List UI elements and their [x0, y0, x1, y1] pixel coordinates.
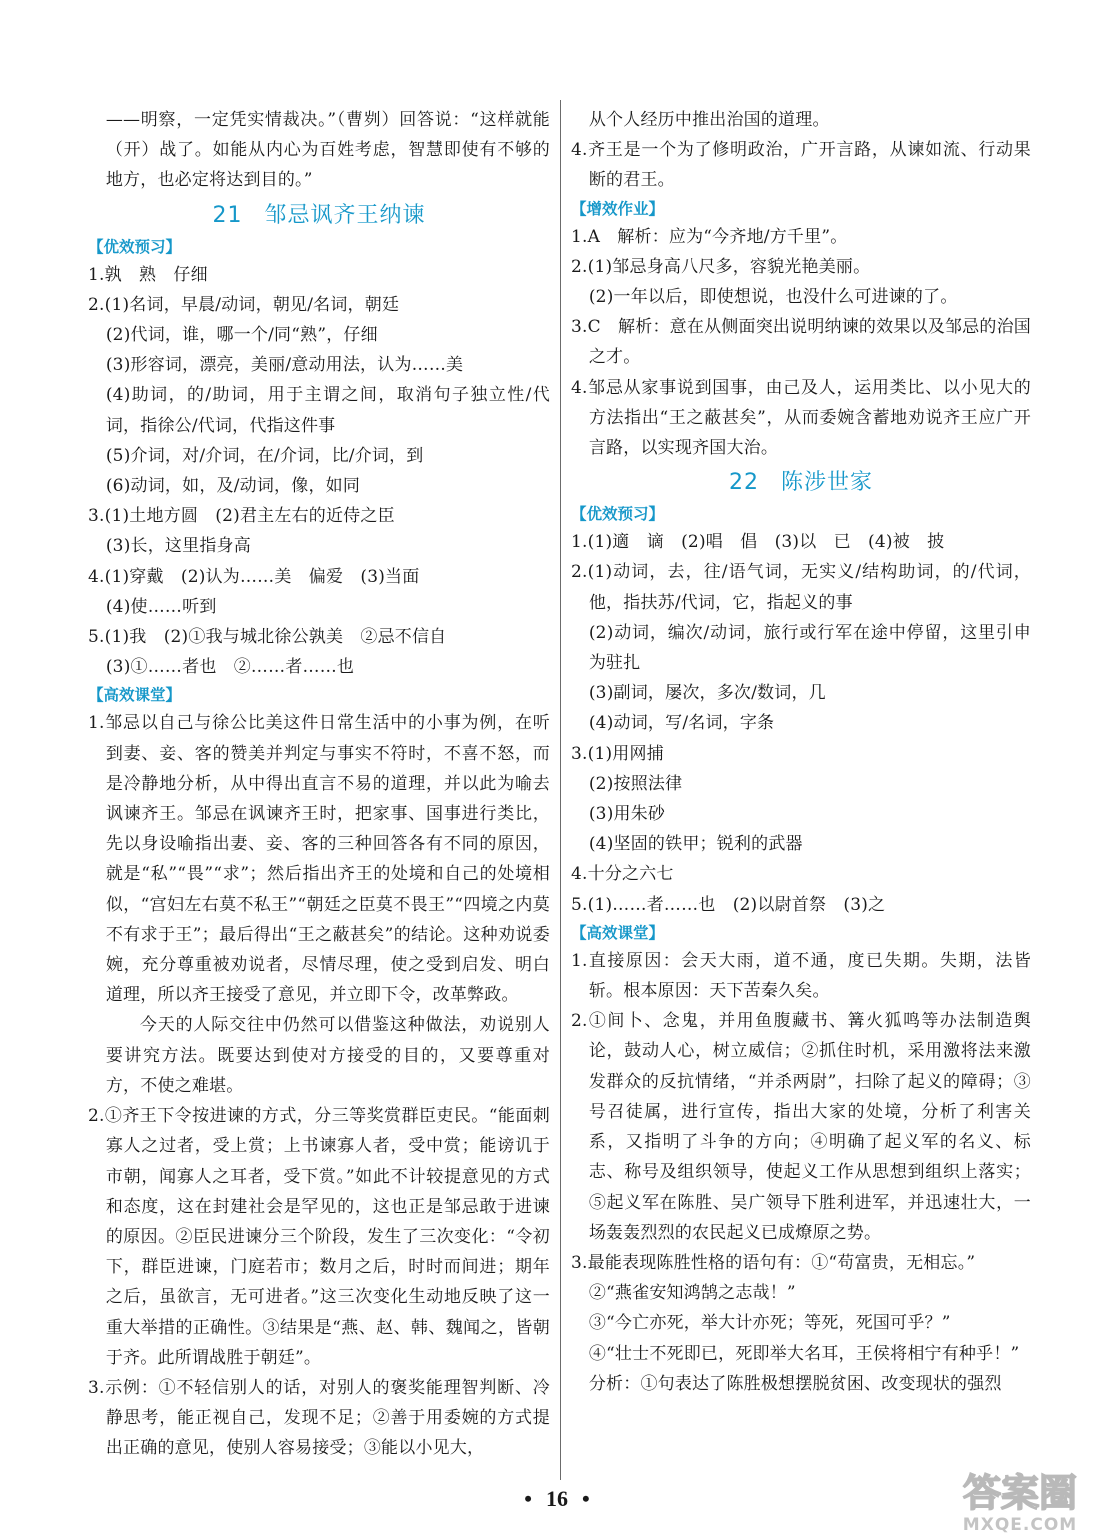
- page-number: • 16 •: [524, 1486, 590, 1511]
- answer-paragraph: 2.(1)动词，去，往/语气词，无实义/结构助词，的/代词，他，指扶苏/代词，它，指起义的事: [571, 562, 1031, 613]
- answer-paragraph: 3.C 解析：意在从侧面突出说明纳谏的效果以及邹忌的治国之才。: [571, 317, 1031, 368]
- answer-paragraph: 今天的人际交往中仍然可以借鉴这种做法，劝说别人要讲究方法。既要达到使对方接受的目的，又要尊重对方，不使之难堪。: [105, 1015, 550, 1096]
- answer-paragraph: 1.A 解析：应为“今齐地/方千里”。: [571, 226, 848, 247]
- answer-paragraph: (2)动词，编次/动词，旅行或行军在途中停留，这里引申为驻扎: [588, 622, 1031, 674]
- answer-paragraph: 2.(1)邹忌身高八尺多，容貌光艳美丽。: [571, 256, 871, 277]
- column-divider: [560, 100, 561, 1480]
- answer-paragraph: 3.最能表现陈胜性格的语句有：①“苟富贵，无相忘。”: [571, 1252, 976, 1273]
- answer-paragraph: 4.邹忌从家事说到国事，由己及人，运用类比、以小见大的方法指出“王之蔽甚矣”，从而委婉含蓄地劝说齐王应广开言路，以实现齐国大治。: [571, 377, 1031, 459]
- answer-paragraph: (4)助词，的/助词，用于主谓之间，取消句子独立性/代词，指徐公/代词，代指这件事: [105, 385, 550, 436]
- answer-paragraph: (3)长，这里指身高: [105, 536, 251, 557]
- answer-paragraph: 2.①齐王下令按进谏的方式，分三等奖赏群臣吏民。“能面刺寡人之过者，受上赏；上书谏寡人者，受中赏；能谤讥于市朝，闻寡人之耳者，受下赏。”如此不计较提意见的方式和态度，这在封建社会是罕见的，这也正是邹忌敢于进谏的原因。②臣民进谏分三个阶段，发生了三次变化：“令初下，群臣进谏，门庭若市；数月之后，时时而间进；期年之后，虽欲言，无可进者。”这三次变化生动地反映了这一重大举措的正确性。③结果是“燕、赵、韩、魏闻之，皆朝于齐。此所谓战胜于朝廷”。: [88, 1106, 550, 1368]
- answer-paragraph: 5.(1)我 (2)①我与城北徐公孰美 ②忌不信自: [88, 627, 447, 648]
- answer-paragraph: (2)一年以后，即使想说，也没什么可进谏的了。: [588, 287, 958, 308]
- watermark-main-text: 答案圈: [962, 1471, 1078, 1515]
- section-number: 21: [212, 202, 243, 228]
- answer-paragraph: 1.(1)適 谪 (2)唱 倡 (3)以 已 (4)被 披: [571, 532, 945, 553]
- answer-paragraph: (3)形容词，漂亮，美丽/意动用法，认为……美: [105, 355, 464, 376]
- answer-paragraph: ②“燕雀安知鸿鹄之志哉！”: [588, 1283, 796, 1304]
- section-tag: 【优效预习】: [88, 237, 182, 256]
- answer-paragraph: (3)①……者也 ②……者……也: [105, 657, 355, 678]
- section-tag: 【增效作业】: [571, 199, 665, 218]
- watermark-logo: [930, 1462, 1110, 1536]
- answer-paragraph: (2)代词，谁，哪一个/同“熟”，仔细: [105, 325, 378, 346]
- page-number-value: 16: [546, 1486, 568, 1511]
- answer-paragraph: (4)坚固的铁甲；锐利的武器: [588, 834, 803, 855]
- right-column: [571, 105, 1031, 1399]
- section-tag: 【优效预习】: [571, 505, 665, 524]
- answer-paragraph: 从个人经历中推出治国的道理。: [588, 110, 830, 130]
- answer-paragraph: 5.(1)……者……也 (2)以尉首祭 (3)之: [571, 894, 886, 915]
- answer-paragraph: (4)使……听到: [105, 596, 217, 617]
- answer-paragraph: (6)动词，如，及/动词，像，如同: [105, 476, 361, 497]
- section-tag: 【高效课堂】: [88, 686, 182, 705]
- left-section-title: [88, 198, 550, 234]
- answer-paragraph: 1.直接原因：会天大雨，道不通，度已失期。失期，法皆斩。根本原因：天下苦秦久矣。: [571, 950, 1031, 1002]
- answer-paragraph: 3.示例：①不轻信别人的话，对别人的褒奖能理智判断、冷静思考，能正视自己，发现不足；②善于用委婉的方式提出正确的意见，使别人容易接受；③能以小见大，: [88, 1377, 550, 1459]
- answer-paragraph: 4.齐王是一个为了修明政治，广开言路，从谏如流、行动果断的君王。: [571, 140, 1031, 191]
- answer-paragraph: 2.(1)名词，早晨/动词，朝见/名词，朝廷: [88, 294, 400, 315]
- answer-paragraph: 3.(1)用网捕: [571, 743, 664, 764]
- answer-paragraph: (5)介词，对/介词，在/介词，比/介词，到: [105, 445, 424, 466]
- answer-paragraph: ——明察，一定凭实情裁决。”（曹刿）回答说：“这样就能（开）战了。如能从内心为百姓考虑，智慧即使有不够的地方，也必定将达到目的。”: [105, 110, 550, 191]
- answer-paragraph: 1.孰 熟 仔细: [88, 264, 208, 285]
- answer-paragraph: 分析：①句表达了陈胜极想摆脱贫困、改变现状的强烈: [588, 1373, 1002, 1394]
- section-number: 22: [728, 470, 759, 496]
- section-title-text: 陈涉世家: [780, 470, 873, 496]
- left-column: [88, 105, 550, 1464]
- section-title-text: 邹忌讽齐王纳谏: [264, 202, 426, 228]
- answer-paragraph: ③“今亡亦死，举大计亦死；等死，死国可乎？”: [588, 1313, 951, 1334]
- answer-paragraph: (2)按照法律: [588, 773, 683, 794]
- right-section-title: [571, 465, 1031, 501]
- answer-paragraph: 4.(1)穿戴 (2)认为……美 偏爱 (3)当面: [88, 566, 420, 587]
- answer-paragraph: 4.十分之六七: [571, 864, 674, 885]
- answer-paragraph: ④“壮士不死即已，死即举大名耳，王侯将相宁有种乎！”: [588, 1343, 1020, 1364]
- answer-paragraph: (4)动词，写/名词，字条: [588, 713, 775, 734]
- answer-paragraph: 2.①间卜、念鬼，并用鱼腹藏书、篝火狐鸣等办法制造舆论，鼓动人心，树立威信；②抓住时机，采用激将法来激发群众的反抗情绪，“并杀两尉”，扫除了起义的障碍；③号召徒属，进行宣传，指出大家的处境，分析了利害关系，又指明了斗争的方向；④明确了起义军的名义、标志、称号及组织领导，使起义工作从思想到组织上落实；⑤起义军在陈胜、吴广领导下胜利进军，并迅速壮大，一场轰轰烈烈的农民起义已成燎原之势。: [571, 1011, 1031, 1243]
- answer-paragraph: 3.(1)土地方圆 (2)君主左右的近侍之臣: [88, 506, 395, 527]
- answer-paragraph: (3)用朱砂: [588, 804, 666, 825]
- watermark-sub-text: MXQE.COM: [962, 1515, 1078, 1535]
- answer-paragraph: 1.邹忌以自己与徐公比美这件日常生活中的小事为例，在听到妻、妾、客的赞美并判定与事实不符时，不喜不怒，而是冷静地分析，从中得出直言不易的道理，并以此为喻去讽谏齐王。邹忌在讽谏齐王时，把家事、国事进行类比，先以身设喻指出妻、妾、客的三种回答各有不同的原因，就是“私”“畏”“求”；然后指出齐王的处境和自己的处境相似，“宫妇左右莫不私王”“朝廷之臣莫不畏王”“四境之内莫不有求于王”；最后得出“王之蔽甚矣”的结论。这种劝说委婉，充分尊重被劝说者，尽情尽理，使之受到启发、明白道理，所以齐王接受了意见，并立即下令，改革弊政。: [88, 713, 550, 1006]
- section-tag: 【高效课堂】: [571, 923, 665, 942]
- answer-paragraph: (3)副词，屡次，多次/数词，几: [588, 683, 826, 704]
